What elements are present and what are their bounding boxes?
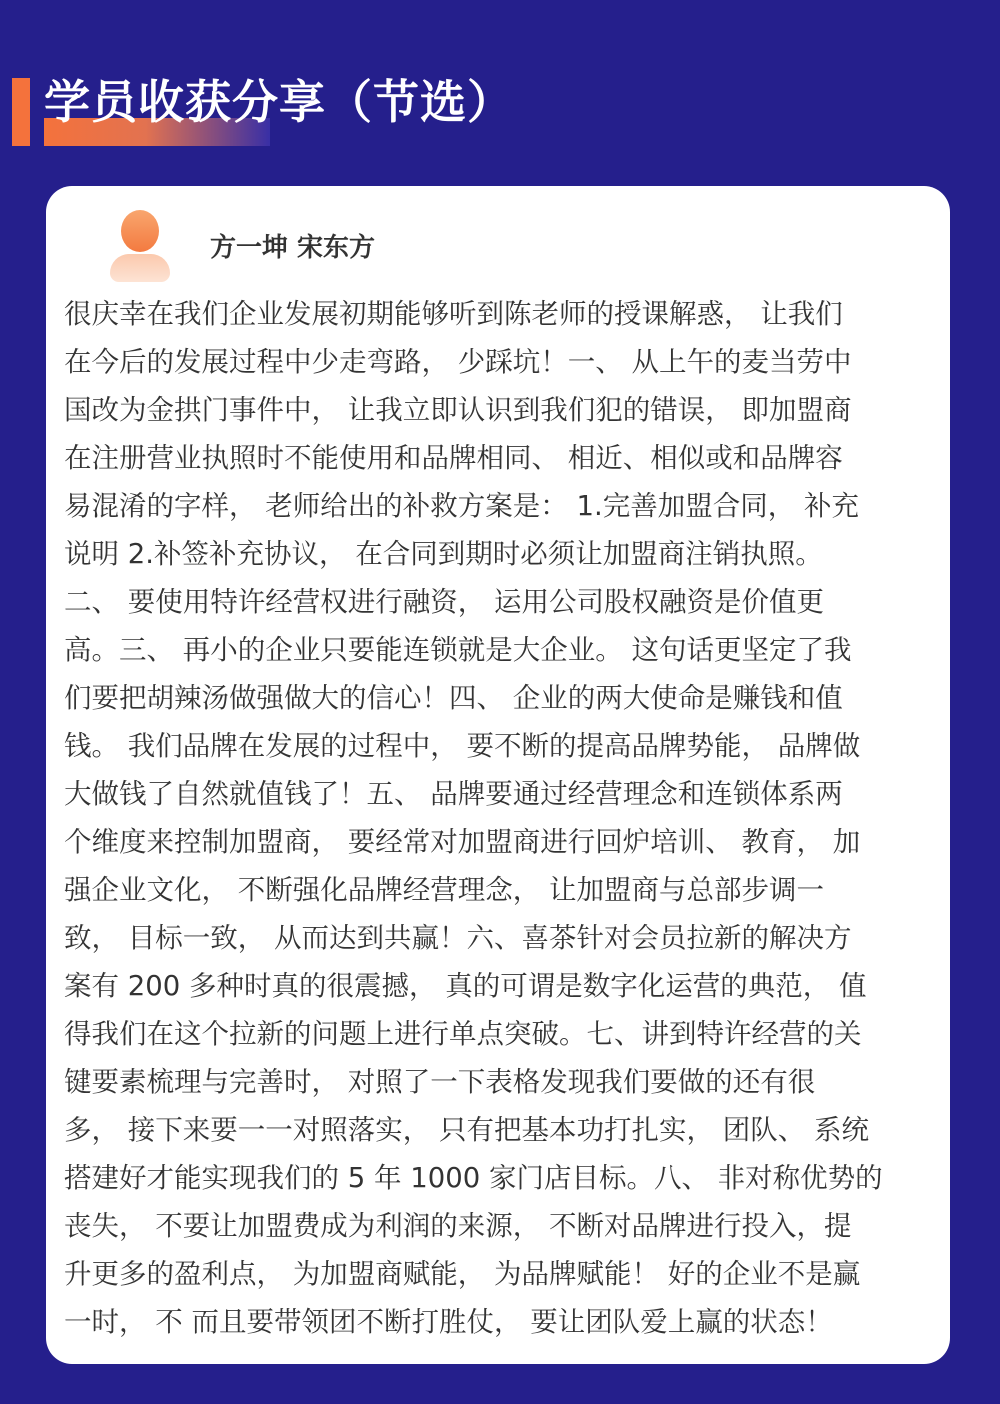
avatar-body: [110, 254, 170, 282]
text-line: 升更多的盈利点， 为加盟商赋能， 为品牌赋能！ 好的企业不是赢: [64, 1258, 861, 1290]
page-title: 学员收获分享（节选）: [44, 75, 514, 129]
title-accent-bar: [12, 78, 30, 146]
text-line: 一时， 不 而且要带领团不断打胜仗， 要让团队爱上赢的状态！: [64, 1306, 833, 1338]
text-line: 说明 2.补签补充协议， 在合同到期时必须让加盟商注销执照。: [64, 538, 823, 570]
text-line: 国改为金拱门事件中， 让我立即认识到我们犯的错误， 即加盟商: [64, 394, 852, 426]
text-line: 很庆幸在我们企业发展初期能够听到陈老师的授课解惑， 让我们: [64, 298, 843, 330]
text-line: 强企业文化， 不断强化品牌经营理念， 让加盟商与总部步调一: [64, 874, 824, 906]
text-line: 搭建好才能实现我们的 5 年 1000 家门店目标。八、 非对称优势的: [64, 1162, 883, 1194]
text-line: 易混淆的字样， 老师给出的补救方案是： 1.完善加盟合同， 补充: [64, 490, 859, 522]
text-line: 个维度来控制加盟商， 要经常对加盟商进行回炉培训、 教育， 加: [64, 826, 861, 858]
text-line: 键要素梳理与完善时， 对照了一下表格发现我们要做的还有很: [64, 1066, 816, 1098]
text-line: 多， 接下来要一一对照落实， 只有把基本功打扎实， 团队、 系统: [64, 1114, 869, 1146]
testimonial-card: [46, 186, 950, 1364]
text-line: 高。三、 再小的企业只要能连锁就是大企业。 这句话更坚定了我: [64, 634, 852, 666]
text-line: 得我们在这个拉新的问题上进行单点突破。七、讲到特许经营的关: [64, 1018, 862, 1050]
user-avatar-icon: [110, 210, 172, 284]
text-line: 们要把胡辣汤做强做大的信心！四、 企业的两大使命是赚钱和值: [64, 682, 843, 714]
text-line: 大做钱了自然就值钱了！五、 品牌要通过经营理念和连锁体系两: [64, 778, 843, 810]
testimonial-text: [64, 290, 940, 1346]
text-line: 钱。 我们品牌在发展的过程中， 要不断的提高品牌势能， 品牌做: [64, 730, 861, 762]
text-line: 致， 目标一致， 从而达到共赢！六、喜茶针对会员拉新的解决方: [64, 922, 852, 954]
text-line: 丧失， 不要让加盟费成为利润的来源， 不断对品牌进行投入，提: [64, 1210, 852, 1242]
text-line: 在今后的发展过程中少走弯路， 少踩坑！一、 从上午的麦当劳中: [64, 346, 852, 378]
text-line: 二、 要使用特许经营权进行融资， 运用公司股权融资是价值更: [64, 586, 824, 618]
author-names: 方一坤 宋东方: [210, 233, 376, 263]
text-line: 在注册营业执照时不能使用和品牌相同、 相近、相似或和品牌容: [64, 442, 843, 474]
avatar-head: [121, 210, 159, 252]
text-line: 案有 200 多种时真的很震撼， 真的可谓是数字化运营的典范， 值: [64, 970, 867, 1002]
